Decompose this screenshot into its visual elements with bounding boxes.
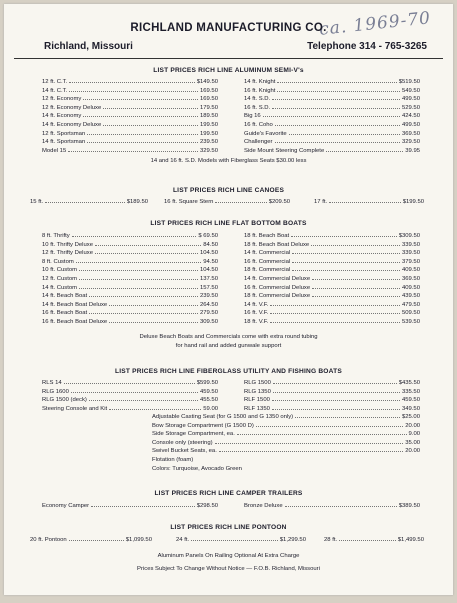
leader-dots xyxy=(215,202,266,203)
fiberglass-right-list xyxy=(244,379,420,413)
leader-dots xyxy=(237,434,407,435)
footer-note-railing: Aluminum Panels On Railing Optional At Extra Charge xyxy=(157,553,300,559)
fiberglass-section-title: LIST PRICES RICH LINE FIBERGLASS UTILITY AND FISHING BOATS xyxy=(115,368,342,375)
price-row xyxy=(244,318,420,327)
price-row xyxy=(42,309,218,318)
leader-dots xyxy=(292,270,400,271)
price-row xyxy=(42,241,218,250)
item-price: $25.00 xyxy=(401,414,420,420)
leader-dots xyxy=(69,91,198,92)
item-label: 14 ft. Knight xyxy=(244,79,276,85)
item-label: 14 ft. Commercial xyxy=(244,250,291,257)
item-price: 329.50 xyxy=(401,139,420,146)
leader-dots xyxy=(272,400,400,401)
aluminum-left-list xyxy=(42,78,218,155)
item-label: Steering Console and Kit xyxy=(42,405,108,412)
leader-dots xyxy=(277,91,400,92)
item-label: RLF 1500 xyxy=(244,397,270,404)
flat-bottom-note-2: for hand rail and added gunwale support xyxy=(175,343,282,349)
item-price: 479.50 xyxy=(401,301,420,308)
trailer-price: $389.50 xyxy=(398,503,420,509)
item-price: 264.50 xyxy=(199,301,218,308)
item-price: $149.50 xyxy=(196,79,218,85)
leader-dots xyxy=(91,506,195,507)
leader-dots xyxy=(64,383,195,384)
item-price: $ 69.50 xyxy=(198,233,218,239)
leader-dots xyxy=(89,400,198,401)
price-row xyxy=(42,396,218,405)
flat-bottom-left-list xyxy=(42,232,218,327)
item-label: 12 ft. Sportsman xyxy=(42,130,86,137)
item-price: 499.50 xyxy=(401,121,420,128)
fiberglass-colors xyxy=(152,465,420,474)
aluminum-right-list xyxy=(244,78,420,155)
item-price: 104.50 xyxy=(199,250,218,257)
leader-dots xyxy=(68,151,198,152)
pontoon-price: $1,299.50 xyxy=(279,537,306,543)
item-price: 35.00 xyxy=(405,439,420,446)
price-row xyxy=(152,413,420,422)
item-label: Flotation (foam) xyxy=(152,456,194,463)
leader-dots xyxy=(270,322,400,323)
item-price: 309.50 xyxy=(199,318,218,325)
item-price: 169.50 xyxy=(199,87,218,94)
leader-dots xyxy=(275,142,400,143)
leader-dots xyxy=(312,296,400,297)
leader-dots xyxy=(339,540,396,541)
price-row xyxy=(152,447,420,456)
leader-dots xyxy=(291,236,397,237)
leader-dots xyxy=(329,202,401,203)
item-price: 179.50 xyxy=(199,104,218,111)
price-row xyxy=(244,284,420,293)
leader-dots xyxy=(272,99,400,100)
pontoon-label: 28 ft. xyxy=(324,537,338,543)
company-city: Richland, Missouri xyxy=(44,41,133,52)
canoe-row xyxy=(164,199,290,205)
leader-dots xyxy=(95,253,198,254)
item-label: RLG 1500 xyxy=(244,380,271,386)
item-price: 20.00 xyxy=(405,422,420,429)
item-label: 10 ft. Custom xyxy=(42,267,78,274)
item-price: 157.50 xyxy=(199,284,218,291)
price-row xyxy=(244,379,420,388)
item-label: 18 ft. Commercial Deluxe xyxy=(244,293,311,300)
item-label: 16 ft. S.D. xyxy=(244,104,271,111)
leader-dots xyxy=(272,108,400,109)
item-price: 409.50 xyxy=(401,284,420,291)
price-row xyxy=(244,292,420,301)
item-price: 409.50 xyxy=(401,267,420,274)
item-label: 16 ft. Beach Boat xyxy=(42,310,88,317)
item-price: 9.00 xyxy=(408,431,420,438)
pontoon-row xyxy=(176,537,306,543)
price-row xyxy=(152,456,420,465)
pontoon-label: 24 ft. xyxy=(176,537,190,543)
item-label: 18 ft. Commercial xyxy=(244,267,291,274)
item-label: 12 ft. C.T. xyxy=(42,79,68,85)
price-row xyxy=(244,275,420,284)
footer-note-prices: Prices Subject To Change Without Notice — F.O.B. Richland, Missouri xyxy=(137,566,320,572)
leader-dots xyxy=(273,383,397,384)
price-row xyxy=(42,232,218,241)
leader-dots xyxy=(292,262,400,263)
item-price: 459.50 xyxy=(199,388,218,395)
item-label: 14 ft. C.T. xyxy=(42,87,68,94)
item-price: 339.50 xyxy=(401,241,420,248)
price-row xyxy=(42,87,218,96)
canoe-price: $199.50 xyxy=(402,199,424,205)
pontoon-price: $1,499.50 xyxy=(397,537,424,543)
item-label: RLS 14 xyxy=(42,380,62,386)
pontoon-price: $1,099.50 xyxy=(125,537,152,543)
price-row xyxy=(244,301,420,310)
flat-bottom-right-list xyxy=(244,232,420,327)
price-row xyxy=(42,121,218,130)
item-price: $519.50 xyxy=(398,79,420,85)
item-label: 12 ft. Economy xyxy=(42,96,82,103)
leader-dots xyxy=(215,443,404,444)
item-label: Swivel Bucket Seats, ea. xyxy=(152,448,217,455)
item-price: 94.50 xyxy=(203,258,218,265)
price-row xyxy=(244,130,420,139)
canoe-label: 17 ft. xyxy=(314,199,328,205)
canoe-price: $209.50 xyxy=(268,199,290,205)
handwritten-date-note: ca. 1969-70 xyxy=(318,8,432,40)
canoe-row xyxy=(30,199,148,205)
price-list-page xyxy=(4,4,453,595)
leader-dots xyxy=(312,279,400,280)
item-label: Model 15 xyxy=(42,147,67,154)
leader-dots xyxy=(103,108,198,109)
item-price: 549.50 xyxy=(401,87,420,94)
item-price: 239.50 xyxy=(199,293,218,300)
price-row xyxy=(152,422,420,431)
item-price: 169.50 xyxy=(199,96,218,103)
item-price: 439.50 xyxy=(401,293,420,300)
price-row xyxy=(244,258,420,267)
price-row xyxy=(42,95,218,104)
canoe-label: 16 ft. Square Stern xyxy=(164,199,214,205)
item-label: 8 ft. Custom xyxy=(42,258,74,265)
item-label: Big 16 xyxy=(244,113,261,120)
item-label: Adjustable Casting Seat (for G 1500 and G 1350 only) xyxy=(152,414,294,420)
price-row xyxy=(152,430,420,439)
price-row xyxy=(244,241,420,250)
price-row xyxy=(42,301,218,310)
header-divider xyxy=(14,58,443,59)
leader-dots xyxy=(311,245,400,246)
item-price: 335.50 xyxy=(401,388,420,395)
leader-dots xyxy=(69,540,124,541)
item-price: 509.50 xyxy=(401,310,420,317)
item-price: 39.95 xyxy=(405,147,420,154)
item-price: 455.50 xyxy=(199,397,218,404)
price-row xyxy=(244,121,420,130)
item-price: 369.50 xyxy=(401,275,420,282)
price-row xyxy=(42,388,218,397)
leader-dots xyxy=(83,116,198,117)
item-price: 459.50 xyxy=(401,397,420,404)
item-label: RLG 1600 xyxy=(42,388,69,395)
item-label: 16 ft. Commercial xyxy=(244,258,291,265)
price-row xyxy=(244,309,420,318)
item-price: 59.00 xyxy=(203,405,218,412)
item-label: Side Mount Steering Complete xyxy=(244,147,325,154)
leader-dots xyxy=(270,313,400,314)
price-row xyxy=(42,147,218,156)
canoe-label: 15 ft. xyxy=(30,199,44,205)
fiberglass-left-list xyxy=(42,379,218,413)
item-label: 16 ft. Beach Boat Deluxe xyxy=(42,318,108,325)
item-label: RLG 1350 xyxy=(244,388,271,395)
item-label: Console only (steering) xyxy=(152,439,213,446)
item-label: 10 ft. Thrifty Deluxe xyxy=(42,241,93,248)
leader-dots xyxy=(109,305,198,306)
leader-dots xyxy=(87,134,198,135)
price-row xyxy=(244,112,420,121)
item-label: 14 ft. Sportsman xyxy=(42,139,86,146)
trailer-label: Economy Camper xyxy=(42,503,90,509)
leader-dots xyxy=(109,409,201,410)
leader-dots xyxy=(312,288,400,289)
price-row xyxy=(42,138,218,147)
item-label: RLG 1500 (deck) xyxy=(42,397,87,404)
price-row xyxy=(42,104,218,113)
fiberglass-extras-list xyxy=(152,413,420,465)
item-price: 84.50 xyxy=(203,241,218,248)
price-row xyxy=(42,275,218,284)
item-label: 16 ft. Knight xyxy=(244,87,276,94)
trailer-row xyxy=(244,503,420,509)
price-row xyxy=(244,249,420,258)
leader-dots xyxy=(83,99,198,100)
leader-dots xyxy=(87,142,198,143)
leader-dots xyxy=(272,409,400,410)
flat-bottom-section-title: LIST PRICES RICH LINE FLAT BOTTOM BOATS xyxy=(150,220,307,227)
price-row xyxy=(42,292,218,301)
pontoon-row xyxy=(324,537,424,543)
leader-dots xyxy=(326,151,403,152)
item-label: 16 ft. V.F. xyxy=(244,310,269,317)
company-name: RICHLAND MANUFACTURING CO. xyxy=(130,22,327,34)
price-row xyxy=(42,249,218,258)
canoes-section-title: LIST PRICES RICH LINE CANOES xyxy=(172,187,285,194)
item-label: 14 ft. S.D. xyxy=(244,96,271,103)
leader-dots xyxy=(263,116,400,117)
pontoon-row xyxy=(30,537,152,543)
item-label: 14 ft. Commercial Deluxe xyxy=(244,275,311,282)
leader-dots xyxy=(295,417,400,418)
item-price: 239.50 xyxy=(199,139,218,146)
leader-dots xyxy=(76,262,201,263)
price-row xyxy=(42,130,218,139)
price-row xyxy=(42,112,218,121)
price-row xyxy=(244,138,420,147)
price-row xyxy=(42,379,218,388)
item-price: $599.50 xyxy=(196,380,218,386)
price-row xyxy=(244,87,420,96)
item-label: 12 ft. Custom xyxy=(42,275,78,282)
item-label: 14 ft. Beach Boat xyxy=(42,293,88,300)
price-row xyxy=(42,266,218,275)
trailer-row xyxy=(42,503,218,509)
item-price: 329.50 xyxy=(199,147,218,154)
leader-dots xyxy=(292,253,400,254)
item-price: 539.50 xyxy=(401,318,420,325)
flat-bottom-note-1: Deluxe Beach Boats and Commercials come with extra round tubing xyxy=(139,334,318,340)
leader-dots xyxy=(45,202,125,203)
item-label: Guide's Favorite xyxy=(244,130,287,137)
item-label: 14 ft. Beach Boat Deluxe xyxy=(42,301,108,308)
item-price: 199.50 xyxy=(199,121,218,128)
item-price: 424.50 xyxy=(401,113,420,120)
colors-text: Colors: Turquoise, Avocado Green xyxy=(152,466,242,472)
price-row xyxy=(42,318,218,327)
price-row xyxy=(42,258,218,267)
leader-dots xyxy=(89,296,198,297)
item-label: 18 ft. Beach Boat xyxy=(244,233,290,239)
leader-dots xyxy=(95,245,201,246)
item-label: 16 ft. Coho xyxy=(244,121,273,128)
item-label: 12 ft. Thrifty Deluxe xyxy=(42,250,93,257)
item-price: 339.50 xyxy=(401,250,420,257)
item-price: $435.50 xyxy=(398,380,420,386)
price-row xyxy=(152,439,420,448)
leader-dots xyxy=(79,288,198,289)
leader-dots xyxy=(89,313,198,314)
leader-dots xyxy=(289,134,400,135)
leader-dots xyxy=(71,392,198,393)
leader-dots xyxy=(79,279,198,280)
trailers-section-title: LIST PRICES RICH LINE CAMPER TRAILERS xyxy=(154,490,303,497)
item-label: 18 ft. Beach Boat Deluxe xyxy=(244,241,310,248)
leader-dots xyxy=(277,82,396,83)
pontoon-section-title: LIST PRICES RICH LINE PONTOON xyxy=(170,524,287,531)
item-price: 104.50 xyxy=(199,267,218,274)
item-label: 14 ft. Economy Deluxe xyxy=(42,121,102,128)
canoe-price: $189.50 xyxy=(126,199,148,205)
leader-dots xyxy=(270,305,400,306)
price-row xyxy=(42,284,218,293)
leader-dots xyxy=(275,125,400,126)
leader-dots xyxy=(191,540,278,541)
item-label: 16 ft. Commercial Deluxe xyxy=(244,284,311,291)
aluminum-note: 14 and 16 ft. S.D. Models with Fiberglass Seats $30.00 less xyxy=(150,158,307,164)
price-row xyxy=(244,147,420,156)
price-row xyxy=(42,78,218,87)
leader-dots xyxy=(273,392,400,393)
item-price: 199.50 xyxy=(199,130,218,137)
item-price: 189.50 xyxy=(199,113,218,120)
price-row xyxy=(244,396,420,405)
item-price: 20.00 xyxy=(405,448,420,455)
item-label: 14 ft. V.F. xyxy=(244,301,269,308)
trailer-label: Bronze Deluxe xyxy=(244,503,283,509)
item-label: Challenger xyxy=(244,139,273,146)
pontoon-label: 20 ft. Pontoon xyxy=(30,537,67,543)
item-price: 529.50 xyxy=(401,104,420,111)
canoe-row xyxy=(314,199,424,205)
item-label: 14 ft. Custom xyxy=(42,284,78,291)
item-label: Bow Storage Compartment (G 1500 D) xyxy=(152,422,254,429)
leader-dots xyxy=(256,426,403,427)
item-label: RLF 1350 xyxy=(244,405,270,412)
item-price: 499.50 xyxy=(401,96,420,103)
item-price: 349.50 xyxy=(401,405,420,412)
company-phone: Telephone 314 - 765-3265 xyxy=(307,41,427,52)
aluminum-section-title: LIST PRICES RICH LINE ALUMINUM SEMI-V's xyxy=(153,67,304,74)
item-label: 18 ft. V.F. xyxy=(244,318,269,325)
item-label: 14 ft. Economy xyxy=(42,113,82,120)
item-price: 137.50 xyxy=(199,275,218,282)
item-label: 12 ft. Economy Deluxe xyxy=(42,104,102,111)
price-row xyxy=(244,266,420,275)
item-label: 8 ft. Thrifty xyxy=(42,233,70,239)
leader-dots xyxy=(79,270,198,271)
price-row xyxy=(244,388,420,397)
price-row xyxy=(244,95,420,104)
item-price: 379.50 xyxy=(401,258,420,265)
leader-dots xyxy=(109,322,198,323)
item-price: 279.50 xyxy=(199,310,218,317)
item-label: Side Storage Compartment, ea. xyxy=(152,431,235,438)
price-row xyxy=(244,78,420,87)
price-row xyxy=(244,104,420,113)
trailer-price: $298.50 xyxy=(196,503,218,509)
leader-dots xyxy=(103,125,198,126)
price-row xyxy=(244,232,420,241)
item-price: $309.50 xyxy=(398,233,420,239)
leader-dots xyxy=(72,236,197,237)
item-price: 369.50 xyxy=(401,130,420,137)
leader-dots xyxy=(219,451,403,452)
leader-dots xyxy=(285,506,397,507)
leader-dots xyxy=(69,82,194,83)
